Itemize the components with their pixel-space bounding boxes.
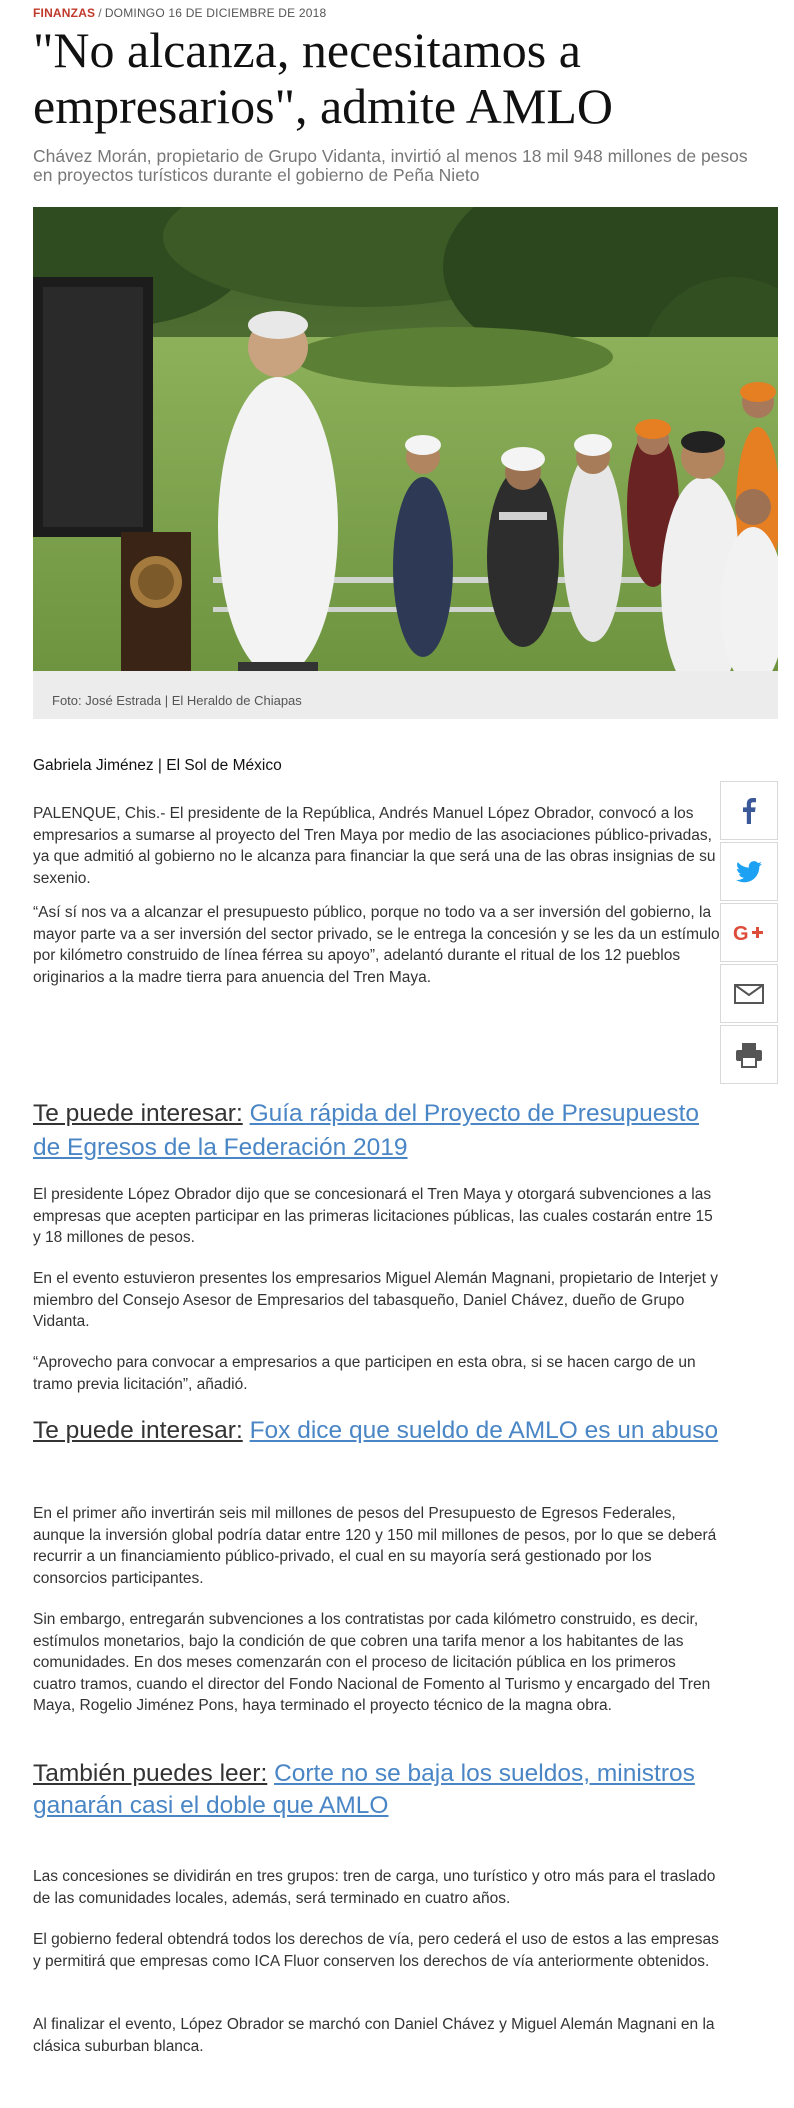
related-lead-3: También puedes leer:: [33, 1760, 268, 1787]
body-paragraph-9: El gobierno federal obtendrá todos los derechos de vía, pero cederá el uso de estos a las empresas y permitirá que empresas como ICA Fluor conserven los derechos de vía anteriormente obtenidos.: [33, 1931, 719, 1970]
print-icon: [735, 1042, 763, 1068]
svg-text:G: G: [733, 922, 749, 944]
mail-icon: [734, 984, 764, 1004]
related-link-1[interactable]: Guía rápida del Proyecto de Presupuesto de Egresos de la Federación 2019: [33, 1100, 700, 1161]
related-link-block-2: [33, 1414, 723, 1448]
facebook-icon: [742, 798, 756, 824]
twitter-icon: [736, 861, 762, 883]
headline: "No alcanza, necesitamos a empresarios", admite AMLO: [33, 22, 614, 134]
body-paragraph-3: El presidente López Obrador dijo que se concesionará el Tren Maya y otorgará subvenciones a las empresas que acepten participar en las primeras licitaciones públicas, las cuales costarán entre 15 y 18 millones de pesos.: [33, 1186, 713, 1246]
body-paragraph-4: En el evento estuvieron presentes los empresarios Miguel Alemán Magnani, propietario de Interjet y miembro del Consejo Asesor de Empresarios del tabasqueño, Daniel Chávez, dueño de Grupo Vidanta.: [33, 1270, 718, 1330]
body-paragraph-5: “Aprovecho para convocar a empresarios a que participen en esta obra, si se hacen cargo de un tramo previa licitación”, añadió.: [33, 1354, 696, 1393]
related-link-3[interactable]: Corte no se baja los sueldos, ministros ganarán casi el doble que AMLO: [33, 1760, 695, 1819]
author-byline: Gabriela Jiménez | El Sol de México: [33, 757, 282, 774]
body-paragraph-7: Sin embargo, entregarán subvenciones a los contratistas por cada kilómetro construido, es decir, estímulos monetarios, bajo la condición de que cobren una tarifa menor a los habitantes de las comunidades. En dos meses comenzarán con el proceso de licitación pública en los primeros cuatro tramos, cuando el director del Fondo Nacional de Fomento al Turismo y encargado del Tren Maya, Rogelio Jiménez Pons, haya terminado el proyecto técnico de la magna obra.: [33, 1611, 711, 1714]
meta-separator: /: [98, 6, 102, 20]
article-meta: [33, 6, 326, 20]
photo-credit: Foto: José Estrada | El Heraldo de Chiapas: [52, 693, 302, 708]
lead-figure: [33, 207, 778, 719]
related-lead-2: Te puede interesar:: [33, 1417, 243, 1444]
photo-illustration: [33, 207, 778, 671]
related-lead-1: Te puede interesar:: [33, 1100, 243, 1127]
publish-date: DOMINGO 16 DE DICIEMBRE DE 2018: [104, 6, 327, 20]
print-button[interactable]: [720, 1025, 778, 1084]
article-subtitle: Chávez Morán, propietario de Grupo Vidanta, invirtió al menos 18 mil 948 millones de pesos en proyectos turísticos durante el gobierno de Peña Nieto: [33, 146, 748, 185]
twitter-share-button[interactable]: [720, 842, 778, 901]
email-share-button[interactable]: [720, 964, 778, 1023]
section-link[interactable]: FINANZAS: [33, 6, 96, 20]
body-paragraph-2: “Así sí nos va a alcanzar el presupuesto público, porque no todo va a ser inversión del gobierno, la mayor parte va a ser inversión del sector privado, se le entrega la concesión y se les da un estímulo por kilómetro construido de línea férrea su apoyo”, adelantó durante el ritual de los 12 pueblos originarios a la madre tierra para anuencia del Tren Maya.: [33, 904, 720, 986]
body-paragraph-8: Las concesiones se dividirán en tres grupos: tren de carga, uno turístico y otro más para el traslado de las comunidades locales, además, será terminado en cuatro años.: [33, 1868, 716, 1907]
google-plus-icon: [733, 922, 765, 944]
facebook-share-button[interactable]: [720, 781, 778, 840]
body-paragraph-1: PALENQUE, Chis.- El presidente de la República, Andrés Manuel López Obrador, convocó a los empresarios a sumarse al proyecto del Tren Maya por medio de las asociaciones público-privadas, ya que admitió al gobierno no le alcanza para financiar la que será una de las obras insignias de su sexenio.: [33, 805, 716, 887]
lead-photo: [33, 207, 778, 671]
photo-caption: [33, 671, 778, 719]
body-paragraph-10: Al finalizar el evento, López Obrador se marchó con Daniel Chávez y Miguel Alemán Magnani en la clásica suburban blanca.: [33, 2016, 715, 2055]
google-plus-share-button[interactable]: [720, 903, 778, 962]
related-link-2[interactable]: Fox dice que sueldo de AMLO es un abuso: [249, 1417, 719, 1444]
related-link-block-1: [33, 1097, 723, 1165]
body-paragraph-6: En el primer año invertirán seis mil millones de pesos del Presupuesto de Egresos Federales, aunque la inversión global podría datar entre 120 y 150 mil millones de pesos, por lo que se deberá recurrir a un financiamiento público-privado, el cual en su mayoría será gestionado por los consorcios participantes.: [33, 1505, 717, 1587]
share-bar: [720, 781, 778, 1086]
related-link-block-3: [33, 1758, 723, 1822]
